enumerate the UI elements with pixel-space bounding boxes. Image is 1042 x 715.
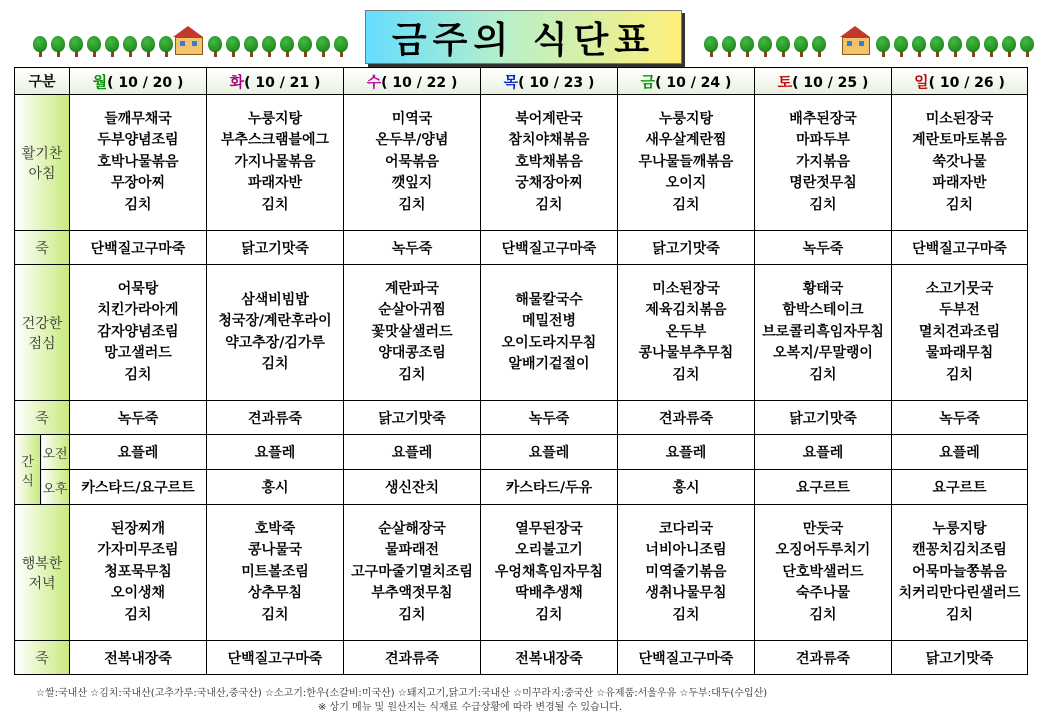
dish-item: 부추스크램블에그 [220,132,330,149]
dish-item: 호박죽 [254,520,296,537]
dish-item: 김치 [945,196,974,213]
menu-table [14,67,1028,675]
porridge-cell: 견과류죽 [344,641,481,675]
porridge-row [15,641,1028,675]
meal-cell [344,265,481,401]
meal-cell [70,265,207,401]
dish-item: 북어계란국 [515,110,583,127]
dish-item: 호박채볶음 [515,153,583,170]
origin-note: ☆쌀:국내산 ☆김치:국내산(고추가루:국내산,중국산) ☆소고기:한우(소갈비:미국산) ☆돼지고기,닭고기:국내산 ☆미꾸라지:중국산 ☆유제품:서울우유 ☆두부:대두(수입산) [36,688,768,699]
meal-cell [207,95,344,231]
tree-icon [262,36,276,58]
tree-icon [141,36,155,58]
meal-cell [892,95,1028,231]
dish-item: 오징어두루치기 [775,542,871,559]
dish-item: 김치 [809,606,837,623]
tree-icon [794,36,808,58]
dish-item: 가지나물볶음 [234,153,316,170]
dish-item: 김치 [124,196,152,213]
dish-item: 오복지/무말랭이 [773,345,873,362]
day-header: 금( 10 / 24 ) [618,68,755,95]
day-header: 토( 10 / 25 ) [755,68,892,95]
meal-cell [344,505,481,641]
dish-item: 청국장/계란후라이 [218,313,332,329]
dish-item: 해물칼국수 [515,291,583,308]
meal-cell [618,265,755,401]
porridge-cell: 단백질고구마죽 [618,641,755,675]
dish-item: 함박스테이크 [782,302,864,319]
porridge-row [15,401,1028,435]
tree-row-right [704,36,826,58]
tree-icon [159,36,173,58]
dish-item: 콩나물부추무침 [638,345,734,362]
meal-cell [618,505,755,641]
tree-icon [280,36,294,58]
meal-cell [618,95,755,231]
breakfast-row [15,95,1028,231]
dish-item: 파래자반 [247,175,303,192]
dish-item: 가자미무조림 [97,542,179,559]
meal-cell [207,265,344,401]
meal-cell [892,505,1028,641]
house-icon [840,26,870,54]
porridge-cell: 닭고기맛죽 [207,231,344,265]
dish-item: 알배기겉절이 [508,356,590,372]
dish-item: 두부양념조림 [97,132,179,149]
snack-cell: 요플레 [481,435,618,470]
meal-cell [755,265,892,401]
dish-item: 부추액젓무침 [371,585,453,602]
snack-cell: 요플레 [344,435,481,470]
snack-pm-label: 오후 [41,470,70,505]
dish-item: 새우살계란찜 [645,132,727,149]
dish-item: 누룽지탕 [247,110,303,127]
porridge-cell: 닭고기맛죽 [344,401,481,435]
page-title: 금주의 식단표 [365,10,682,64]
dish-item: 치커리만다린샐러드 [898,585,1021,602]
tree-icon [876,36,890,58]
tree-icon [334,36,348,58]
porridge-cell: 닭고기맛죽 [618,231,755,265]
dish-item: 오리불고기 [515,542,583,559]
row-label: 죽 [15,231,70,265]
tree-icon [226,36,240,58]
dish-item: 만둣국 [802,520,844,537]
dish-item: 순살해장국 [378,520,446,537]
row-label: 활기찬 아침 [15,95,70,231]
tree-icon [912,36,926,58]
snack-pm-row [15,470,1028,505]
dish-item: 누룽지탕 [658,110,714,127]
dish-item: 김치 [261,606,289,623]
porridge-cell: 견과류죽 [618,401,755,435]
tree-icon [208,36,222,58]
dish-item: 순살아귀찜 [378,302,446,319]
tree-icon [1002,36,1016,58]
dish-item: 누룽지탕 [932,520,987,537]
snack-cell: 요플레 [755,435,892,470]
dish-item: 물파래무침 [925,345,994,362]
tree-icon [776,36,790,58]
header-banner [0,0,1042,66]
dish-item: 마파두부 [795,132,851,149]
day-header: 일( 10 / 26 ) [892,68,1028,95]
row-label: 죽 [15,641,70,675]
dish-item: 김치 [398,196,426,213]
tree-row-left-2 [208,36,348,58]
dish-item: 김치 [535,606,563,623]
dish-item: 명란젓무침 [789,175,857,192]
tree-icon [966,36,980,58]
meal-cell [207,505,344,641]
porridge-cell: 닭고기맛죽 [892,641,1028,675]
dish-item: 김치 [398,606,426,623]
tree-icon [244,36,258,58]
tree-icon [948,36,962,58]
tree-icon [69,36,83,58]
meal-cell [70,505,207,641]
meal-cell [892,265,1028,401]
tree-icon [722,36,736,58]
dish-item: 상추무침 [247,585,303,602]
snack-cell: 카스타드/요구르트 [70,470,207,505]
meal-cell [755,95,892,231]
dish-item: 삼색비빔밥 [241,291,309,308]
dish-item: 참치야채볶음 [508,132,590,149]
dish-item: 미소된장국 [652,280,720,297]
dish-item: 멸치견과조림 [918,323,1001,340]
tree-icon [51,36,65,58]
porridge-cell: 닭고기맛죽 [755,401,892,435]
dish-item: 두부전 [939,302,980,319]
dish-item: 양대콩조림 [378,345,446,362]
day-header: 월( 10 / 20 ) [70,68,207,95]
snack-cell: 생신잔치 [344,470,481,505]
dish-item: 숙주나물 [795,585,851,602]
tree-icon [123,36,137,58]
porridge-cell: 녹두죽 [70,401,207,435]
meal-cell [344,95,481,231]
dish-item: 김치 [672,606,700,623]
dish-item: 미트볼조림 [241,563,309,580]
snack-cell: 카스타드/두유 [481,470,618,505]
dish-item: 김치 [124,606,152,623]
dish-item: 우엉채흑임자무침 [494,563,604,580]
dish-item: 궁채장아찌 [515,175,583,192]
dish-item: 계란토마토볶음 [912,132,1007,149]
dish-item: 김치 [398,366,426,383]
snack-cell: 요플레 [892,435,1028,470]
dish-item: 김치 [809,196,837,213]
lunch-row [15,265,1028,401]
dish-item: 가지볶음 [795,153,851,170]
header-row [15,68,1028,95]
snack-cell: 요플레 [618,435,755,470]
dish-item: 미역국 [391,110,433,127]
snack-cell: 홍시 [618,470,755,505]
dish-item: 캔꽁치김치조림 [912,542,1007,559]
dish-item: 김치 [535,196,563,213]
porridge-cell: 단백질고구마죽 [892,231,1028,265]
dish-item: 미역줄기볶음 [645,563,727,580]
dish-item: 김치 [809,366,837,383]
dish-item: 어묵탕 [117,280,159,297]
snack-cell: 요구르트 [892,470,1028,505]
porridge-cell: 전복내장죽 [481,641,618,675]
snack-cell: 홍시 [207,470,344,505]
tree-icon [740,36,754,58]
dish-item: 콩나물국 [247,542,303,559]
dish-item: 단호박샐러드 [782,563,864,580]
dish-item: 생취나물무침 [645,585,727,602]
meal-cell [481,505,618,641]
tree-icon [33,36,47,58]
dish-item: 김치 [945,366,974,383]
tree-icon [812,36,826,58]
day-header: 목( 10 / 23 ) [481,68,618,95]
porridge-cell: 녹두죽 [344,231,481,265]
tree-icon [316,36,330,58]
porridge-cell: 단백질고구마죽 [481,231,618,265]
dish-item: 계란파국 [384,280,440,297]
dish-item: 꽃맛살샐러드 [371,323,453,340]
dish-item: 오이지 [665,175,707,192]
dish-item: 쑥갓나물 [932,153,987,170]
porridge-cell: 전복내장죽 [70,641,207,675]
dish-item: 파래자반 [932,175,987,192]
tree-icon [1020,36,1034,58]
dish-item: 어묵마늘쫑볶음 [912,563,1007,580]
dish-item: 제육김치볶음 [645,302,727,319]
dish-item: 약고추장/김가루 [225,334,325,351]
snack-cell: 요플레 [207,435,344,470]
dish-item: 황태국 [802,280,844,297]
dish-item: 된장찌개 [110,520,166,537]
dish-item: 브로콜리흑임자무침 [762,323,884,340]
dish-item: 미소된장국 [925,110,994,127]
tree-icon [298,36,312,58]
tree-icon [87,36,101,58]
dish-item: 김치 [261,196,289,213]
tree-icon [704,36,718,58]
porridge-cell: 단백질고구마죽 [70,231,207,265]
porridge-cell: 견과류죽 [207,401,344,435]
tree-row-left [33,36,173,58]
dish-item: 들깨무채국 [104,110,172,127]
dish-item: 무장아찌 [110,175,166,192]
tree-row-right-2 [876,36,1034,58]
dish-item: 배추된장국 [789,110,857,127]
dish-item: 깻잎지 [391,175,433,192]
dinner-row [15,505,1028,641]
meal-cell [481,265,618,401]
tree-icon [930,36,944,58]
snack-cell: 요구르트 [755,470,892,505]
snack-am-label: 오전 [41,435,70,470]
dish-item: 오이도라지무침 [501,334,597,351]
change-notice: ※ 상기 메뉴 및 원산지는 식재료 수급상황에 따라 변경될 수 있습니다. [318,702,623,713]
dish-item: 소고기뭇국 [925,280,994,297]
row-label: 행복한 저녁 [15,505,70,641]
tree-icon [894,36,908,58]
dish-item: 청포묵무침 [104,563,172,580]
dish-item: 코다리국 [658,520,714,537]
porridge-cell: 견과류죽 [755,641,892,675]
dish-item: 김치 [672,196,700,213]
snack-cell: 요플레 [70,435,207,470]
dish-item: 어묵볶음 [384,153,440,170]
meal-cell [481,95,618,231]
dish-item: 메밀전병 [521,313,577,329]
dish-item: 물파래전 [384,542,440,559]
porridge-cell: 녹두죽 [755,231,892,265]
snack-am-row [15,435,1028,470]
dish-item: 김치 [124,366,152,383]
dish-item: 망고샐러드 [104,345,172,362]
dish-item: 열무된장국 [515,520,583,537]
row-label: 죽 [15,401,70,435]
dish-item: 온두부/양념 [375,132,449,149]
tree-icon [984,36,998,58]
day-header: 수( 10 / 22 ) [344,68,481,95]
day-header: 화( 10 / 21 ) [207,68,344,95]
dish-item: 온두부 [665,323,707,340]
porridge-row [15,231,1028,265]
tree-icon [758,36,772,58]
snack-label: 간식 [15,435,41,505]
dish-item: 고구마줄기멸치조림 [351,563,473,580]
porridge-cell: 녹두죽 [481,401,618,435]
dish-item: 호박나물볶음 [97,153,179,170]
meal-cell [755,505,892,641]
porridge-cell: 녹두죽 [892,401,1028,435]
dish-item: 너비아니조림 [645,542,727,559]
row-label: 건강한 점심 [15,265,70,401]
house-icon [173,26,203,54]
dish-item: 감자양념조림 [97,323,179,340]
dish-item: 김치 [672,366,700,383]
dish-item: 김치 [261,356,289,372]
dish-item: 치킨가라아게 [97,302,179,319]
header-label: 구분 [15,68,70,95]
meal-cell [70,95,207,231]
dish-item: 무나물들깨볶음 [638,153,734,170]
dish-item: 오이생채 [110,585,166,602]
dish-item: 김치 [945,606,974,623]
tree-icon [105,36,119,58]
dish-item: 딱배추생채 [515,585,583,602]
porridge-cell: 단백질고구마죽 [207,641,344,675]
